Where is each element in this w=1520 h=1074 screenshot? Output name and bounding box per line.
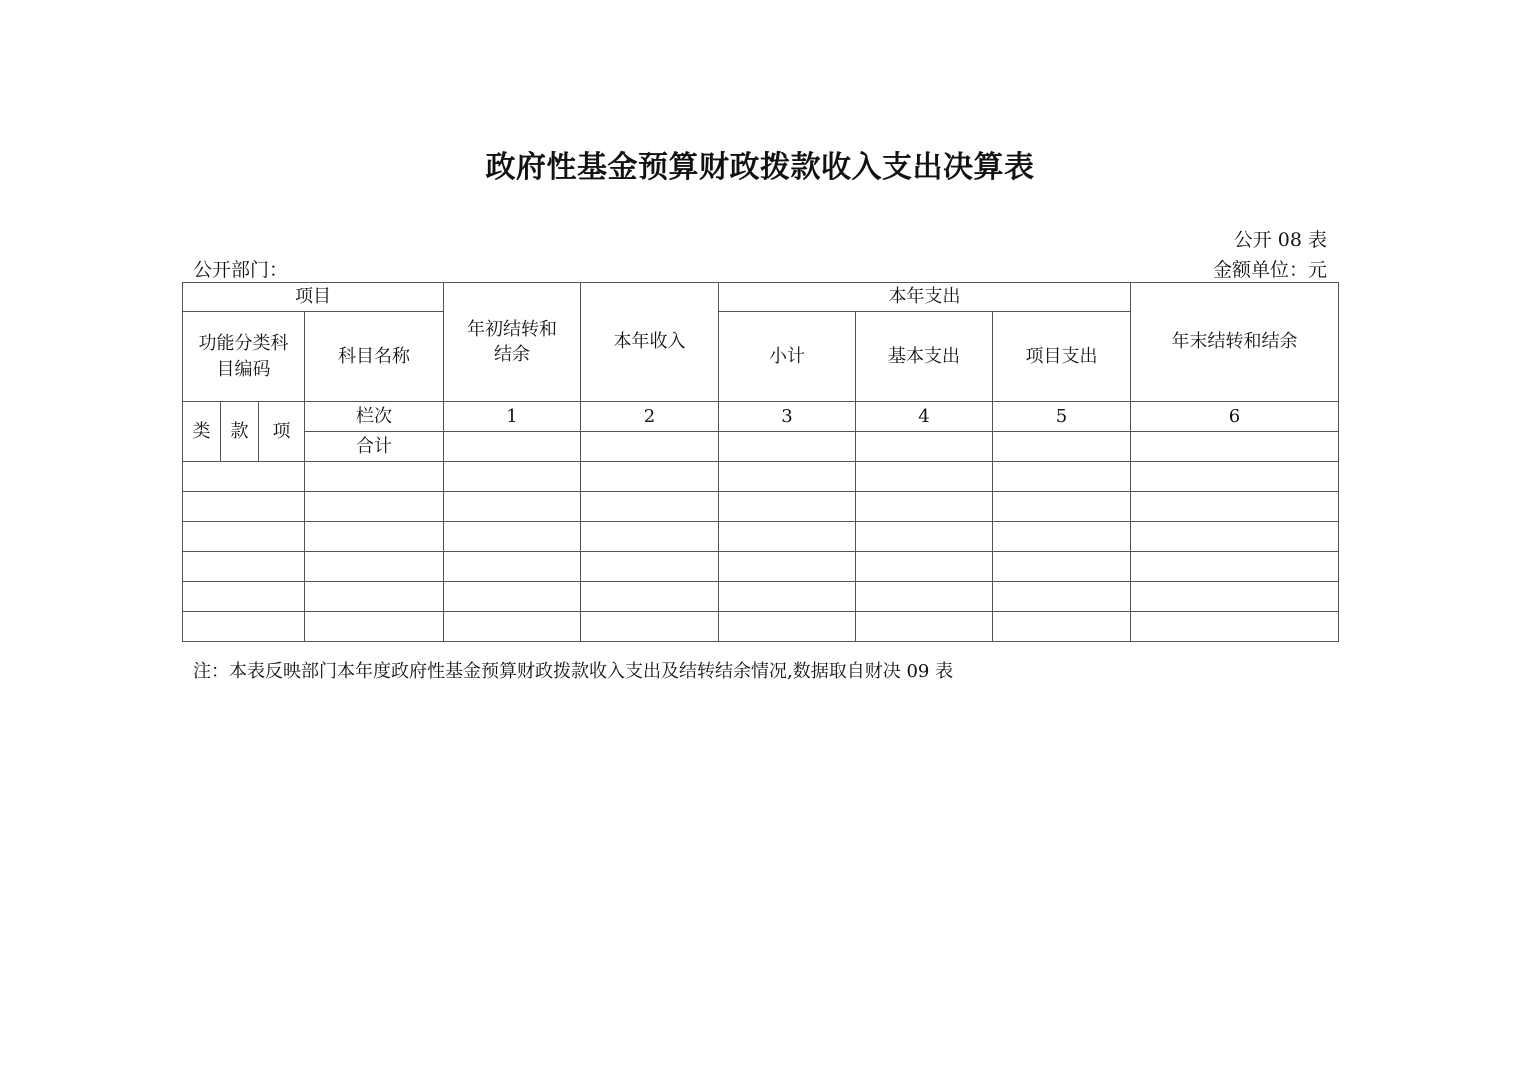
- table-cell: [444, 492, 581, 522]
- table-cell: [183, 612, 305, 642]
- table-cell: [1131, 432, 1339, 462]
- header-basic-expense: 基本支出: [856, 312, 993, 402]
- table-row: [183, 612, 1339, 642]
- table-cell: [1131, 462, 1339, 492]
- header-begin-balance: [444, 283, 581, 402]
- footnote: 注：本表反映部门本年度政府性基金预算财政拨款收入支出及结转结余情况,数据取自财决 09 表: [193, 661, 954, 682]
- table-cell: [444, 582, 581, 612]
- header-project-expense: 项目支出: [993, 312, 1131, 402]
- form-number: 公开 08 表: [1233, 229, 1327, 251]
- table-cell: [856, 612, 993, 642]
- amount-unit-label: 金额单位：元: [1212, 259, 1327, 281]
- header-func-code-text: 功能分类科目编码: [198, 333, 289, 380]
- table-cell: [1131, 552, 1339, 582]
- header-row-1: [183, 283, 1339, 312]
- total-label: 合计: [305, 432, 444, 462]
- table-row: [183, 462, 1339, 492]
- header-income: 本年收入: [581, 283, 719, 402]
- table-cell: [581, 552, 719, 582]
- table-cell: [719, 522, 856, 552]
- department-label: 公开部门：: [193, 259, 289, 281]
- table-cell: [993, 612, 1131, 642]
- table-cell: [183, 492, 305, 522]
- table-cell: [719, 612, 856, 642]
- table-cell: [305, 582, 444, 612]
- table-cell: [183, 582, 305, 612]
- table-row: [183, 582, 1339, 612]
- header-xiang: 项: [259, 402, 305, 462]
- table-cell: [444, 552, 581, 582]
- table-row: [183, 522, 1339, 552]
- table-cell: [993, 492, 1131, 522]
- table-cell: [305, 552, 444, 582]
- table-cell: [581, 432, 719, 462]
- table-cell: [719, 582, 856, 612]
- table-cell: [856, 522, 993, 552]
- table-cell: [719, 462, 856, 492]
- table-cell: [719, 552, 856, 582]
- header-expense: 本年支出: [719, 283, 1131, 312]
- header-project: 项目: [183, 283, 444, 312]
- table-cell: [856, 432, 993, 462]
- table-cell: [305, 522, 444, 552]
- table-cell: [444, 612, 581, 642]
- table-cell: [183, 522, 305, 552]
- table-cell: [993, 582, 1131, 612]
- budget-table: [182, 282, 1339, 642]
- header-lanci: 栏次: [305, 402, 444, 432]
- table-cell: [856, 552, 993, 582]
- table-cell: [581, 612, 719, 642]
- table-cell: [856, 582, 993, 612]
- column-number: 1: [444, 402, 581, 432]
- header-end-balance: 年末结转和结余: [1131, 283, 1339, 402]
- table-cell: [856, 492, 993, 522]
- table-title: 政府性基金预算财政拨款收入支出决算表: [485, 150, 1035, 185]
- table-cell: [719, 492, 856, 522]
- table-cell: [581, 462, 719, 492]
- table-cell: [1131, 582, 1339, 612]
- table-cell: [183, 552, 305, 582]
- table-cell: [305, 462, 444, 492]
- table-row: [183, 552, 1339, 582]
- column-number: 4: [856, 402, 993, 432]
- table-cell: [581, 492, 719, 522]
- header-subject-name: 科目名称: [305, 312, 444, 402]
- table-cell: [993, 432, 1131, 462]
- total-row: [183, 432, 1339, 462]
- table-cell: [581, 522, 719, 552]
- header-kuan: 款: [221, 402, 259, 462]
- table-row: [183, 492, 1339, 522]
- table-cell: [1131, 522, 1339, 552]
- header-func-code: [183, 312, 305, 402]
- table-cell: [183, 462, 305, 492]
- table-cell: [444, 432, 581, 462]
- table-cell: [1131, 492, 1339, 522]
- column-number: 3: [719, 402, 856, 432]
- column-number: 2: [581, 402, 719, 432]
- table-cell: [444, 462, 581, 492]
- column-number: 5: [993, 402, 1131, 432]
- table-cell: [581, 582, 719, 612]
- column-number: 6: [1131, 402, 1339, 432]
- table-cell: [305, 492, 444, 522]
- table-cell: [719, 432, 856, 462]
- column-number-row: [183, 402, 1339, 432]
- table-cell: [993, 552, 1131, 582]
- table-cell: [305, 612, 444, 642]
- header-begin-balance-text: 年初结转和结余: [467, 318, 557, 365]
- table-cell: [856, 462, 993, 492]
- table-cell: [993, 522, 1131, 552]
- table-cell: [993, 462, 1131, 492]
- header-lei: 类: [183, 402, 221, 462]
- header-subtotal: 小计: [719, 312, 856, 402]
- table-cell: [1131, 612, 1339, 642]
- table-cell: [444, 522, 581, 552]
